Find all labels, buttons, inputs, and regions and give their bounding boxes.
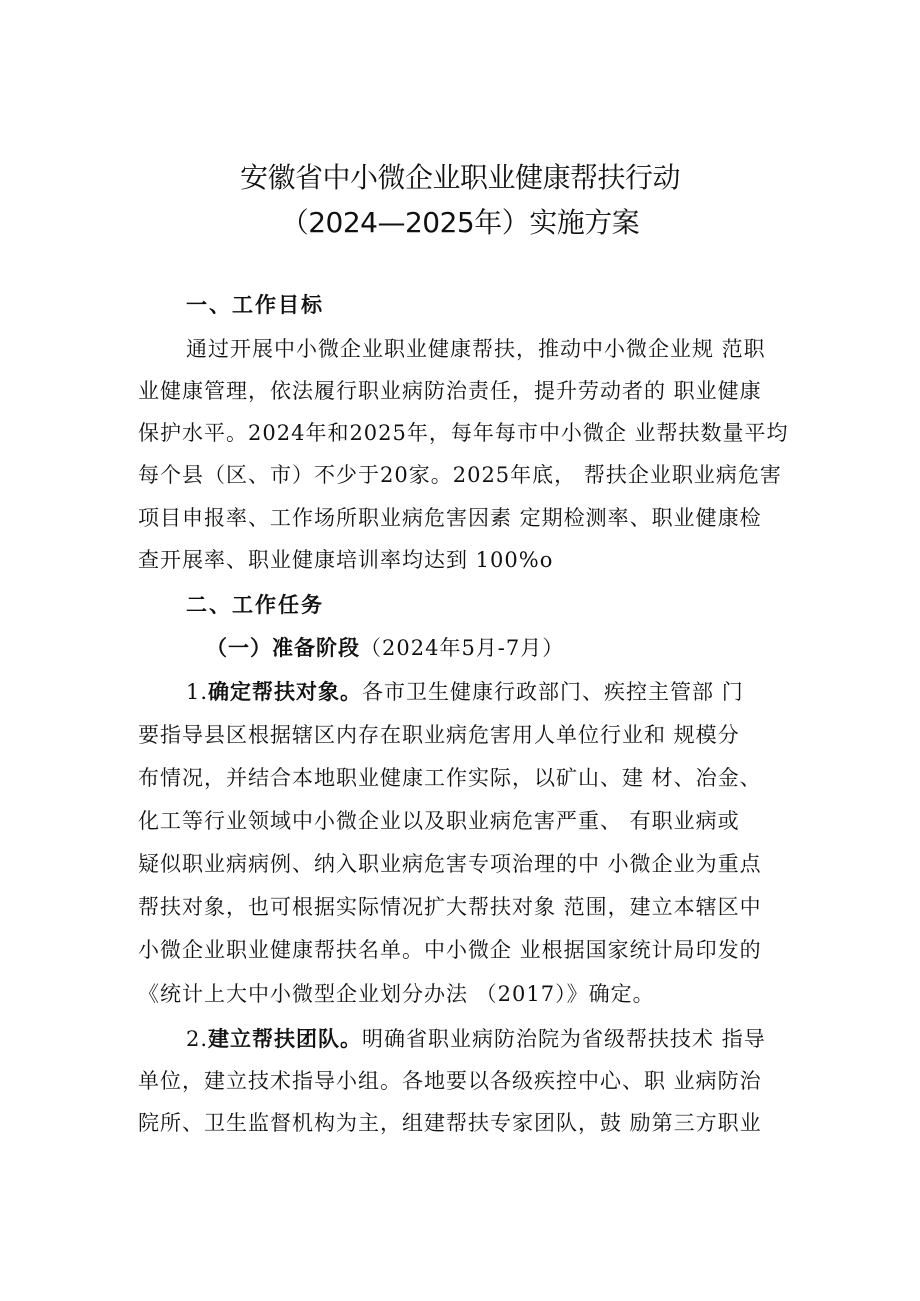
section-1-line: 每个县（区、市）不少于20家。2025年底， 帮扶企业职业病危害 <box>138 463 782 487</box>
item-1-number: 1. <box>186 680 209 704</box>
item-2-number: 2. <box>186 1027 209 1051</box>
section-1-line: 项目申报率、工作场所职业病危害因素 定期检测率、职业健康检 <box>138 506 762 530</box>
document-title-line-2: （2024—2025年）实施方案 <box>280 206 640 239</box>
item-1-text: 各市卫生健康行政部门、疾控主管部 门 <box>362 680 744 704</box>
section-1-line: 保护水平。2024年和2025年，每年每市中小微企 业帮扶数量平均 <box>138 421 789 445</box>
section-1-line: 查开展率、职业健康培训率均达到 100%o <box>138 548 554 572</box>
stage-1-heading-row <box>206 633 886 663</box>
section-2-heading: 二、工作任务 <box>186 593 324 617</box>
item-2-line: 院所、卫生监督机构为主，组建帮扶专家团队，鼓 励第三方职业 <box>138 1111 762 1135</box>
item-2-text: 明确省职业病防治院为省级帮扶技术 指导 <box>362 1027 766 1051</box>
section-1-line: 业健康管理，依法履行职业病防治责任，提升劳动者的 职业健康 <box>138 379 762 403</box>
item-1-line: 小微企业职业健康帮扶名单。中小微企 业根据国家统计局印发的 <box>138 938 762 962</box>
document-title-line-1: 安徽省中小微企业职业健康帮扶行动 <box>239 161 680 194</box>
item-1-line: 要指导县区根据辖区内存在职业病危害用人单位行业和 规模分 <box>138 723 740 747</box>
item-1-line: 《统计上大中小微型企业划分办法 （2017）》确定。 <box>138 982 655 1006</box>
item-1-line: 疑似职业病病例、纳入职业病危害专项治理的中 小微企业为重点 <box>138 852 762 876</box>
stage-1-heading: （一）准备阶段 <box>206 635 360 660</box>
item-1-first-line <box>186 677 866 707</box>
item-2-title: 建立帮扶团队。 <box>208 1026 363 1051</box>
item-1-line: 帮扶对象，也可根据实际情况扩大帮扶对象 范围，建立本辖区中 <box>138 895 762 919</box>
section-1-line: 通过开展中小微企业职业健康帮扶，推动中小微企业规 范职 <box>186 337 766 361</box>
item-1-line: 布情况，并结合本地职业健康工作实际，以矿山、建 材、冶金、 <box>138 766 762 790</box>
item-1-line: 化工等行业领域中小微企业以及职业病危害严重、 有职业病或 <box>138 809 740 833</box>
item-2-line: 单位，建立技术指导小组。各地要以各级疾控中心、职 业病防治 <box>138 1069 762 1093</box>
item-2-first-line <box>186 1024 866 1054</box>
item-1-title: 确定帮扶对象。 <box>208 679 363 704</box>
section-1-heading: 一、工作目标 <box>186 293 324 317</box>
stage-1-period: （2024年5月-7月） <box>360 636 565 660</box>
